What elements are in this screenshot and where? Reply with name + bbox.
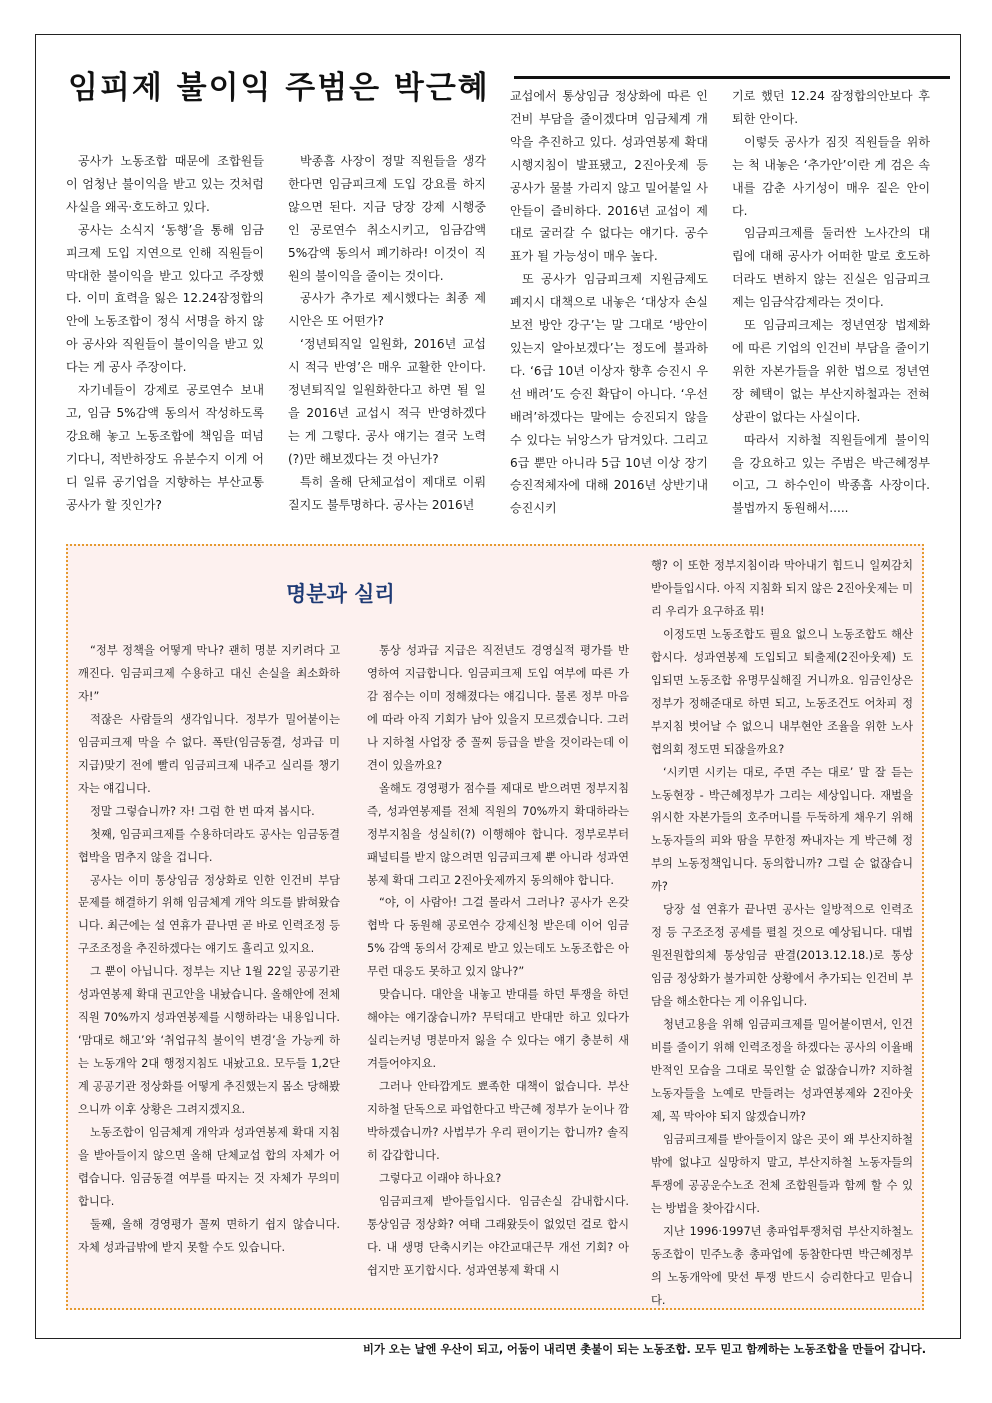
box-column-1 bbox=[78, 640, 340, 1260]
headline-rule bbox=[514, 76, 950, 79]
paragraph: 공사는 소식지 ‘동행’을 통해 임금피크제 도입 지연으로 인해 직원들이 막대한 불이익을 받고 있다고 주장했다. 이미 효력을 잃은 12.24잠정합의안에 노동조합이 정식 서명을 하지 않아 공사와 직원들이 불이익을 받고 있다는 게 공사 주장이다. bbox=[66, 222, 264, 375]
article-column-1 bbox=[66, 150, 264, 517]
paragraph: ‘정년퇴직일 일원화, 2016년 교섭시 적극 반영’은 매우 교활한 안이다. 정년퇴직일 일원화한다고 하면 될 일을 2016년 교섭시 적극 반영하겠다는 게 그렇다. 공사 얘기는 결국 노력(?)만 해보겠다는 것 아닌가? bbox=[288, 337, 486, 466]
paragraph: 청년고용을 위해 임금피크제를 밀어붙이면서, 인건비를 줄이기 위해 인력조정을 하겠다는 공사의 이율배반적인 모습을 그대로 묵인할 순 없잖습니까? 지하철노동자들을 노예로 만들려는 성과연봉제와 2진아웃제, 꼭 막아야 되지 않겠습니까? bbox=[651, 1018, 913, 1123]
paragraph: 특히 올해 단체교섭이 제대로 이뤄질지도 불투명하다. 공사는 2016년 bbox=[288, 474, 486, 512]
paragraph: 임금피크제를 받아들이지 않은 곳이 왜 부산지하철밖에 없냐고 실망하지 말고, 부산지하철 노동자들의 투쟁에 공공운수노조 전체 조합원들과 함께 할 수 있는 방법을 찾아갑시다. bbox=[651, 1132, 913, 1215]
paragraph: 올해도 경영평가 점수를 제대로 받으려면 정부지침 즉, 성과연봉제를 전체 직원의 70%까지 확대하라는 정부지침을 성실히(?) 이행해야 합니다. 정부로부터 패널티를 받지 않으려면 임금피크제 뿐 아니라 성과연봉제 확대 그리고 2진아웃제까지 동의해야 합니다. bbox=[367, 781, 629, 887]
paragraph: “야, 이 사람아! 그걸 몰라서 그러나? 공사가 온갖 협박 다 동원해 공로연수 강제신청 받은데 이어 임금 5% 감액 동의서 강제로 받고 있는데도 노동조합은 아무런 대응도 못하고 있지 않나?” bbox=[367, 896, 629, 979]
paragraph: 적잖은 사람들의 생각입니다. 정부가 밀어붙이는 임금피크제 막을 수 없다. 폭탄(임금동결, 성과급 미지급)맞기 전에 빨리 임금피크제 내주고 실리를 챙기자는 얘깁니다. bbox=[78, 712, 340, 795]
paragraph: “정부 정책을 어떻게 막나? 괜히 명분 지키려다 고 깨진다. 임금피크제 수용하고 대신 손실을 최소화하자!” bbox=[78, 644, 340, 703]
paragraph: 또 공사가 임금피크제 지원금제도 폐지시 대책으로 내놓은 ‘대상자 손실보전 방안 강구’는 말 그대로 ‘방안이 있는지 알아보겠다’는 정도에 불과하다. ‘6급 10년 이상자 향후 승진시 우선 배려’도 승진 확답이 아니다. ‘우선 배려’하겠다는 말에는 승진되지 않을 수 있다는 뉘앙스가 담겨있다. 그리고 6급 뿐만 아니라 5급 10년 이상 장기승진적체자에 대해 2016년 상반기내 승진시키 bbox=[510, 272, 708, 516]
paragraph: 둘째, 올해 경영평가 꼴찌 면하기 쉽지 않습니다. 자체 성과급밖에 받지 못할 수도 있습니다. bbox=[78, 1217, 340, 1254]
paragraph: 지난 1996·1997년 총파업투쟁처럼 부산지하철노동조합이 민주노총 총파업에 동참한다면 박근혜정부의 노동개악에 맞선 투쟁 반드시 승리한다고 믿습니다. bbox=[651, 1224, 913, 1307]
paragraph: 노동조합이 임금체계 개악과 성과연봉제 확대 지침을 받아들이지 않으면 올해 단체교섭 합의 자체가 어렵습니다. 임금동결 여부를 따지는 것 자체가 무의미합니다. bbox=[78, 1126, 340, 1208]
paragraph: 첫째, 임금피크제를 수용하더라도 공사는 임금동결 협박을 멈추지 않을 겁니다. bbox=[78, 827, 340, 864]
paragraph: ‘시키면 시키는 대로, 주면 주는 대로’ 말 잘 듣는 노동현장 - 박근혜정부가 그리는 세상입니다. 재벌을 위시한 자본가들의 호주머니를 두둑하게 채우기 위해 노동자들의 피와 땀을 무한정 짜내자는 게 박근혜 정부의 노동정책입니다. 동의합니까? 그럴 순 없잖습니까? bbox=[651, 765, 913, 894]
article-column-3 bbox=[510, 85, 708, 520]
paragraph: 공사가 노동조합 때문에 조합원들이 엄청난 불이익을 받고 있는 것처럼 사실을 왜곡·호도하고 있다. bbox=[66, 154, 264, 214]
paragraph: 임금피크제 받아들입시다. 임금손실 감내합시다. 통상임금 정상화? 여태 그래왔듯이 없었던 걸로 합시다. 내 생명 단축시키는 야간교대근무 개선 기회? 아쉽지만 포기합시다. 성과연봉제 확대 시 bbox=[367, 1194, 629, 1277]
paragraph: 교섭에서 통상임금 정상화에 따른 인건비 부담을 줄이겠다며 임금체계 개악을 추진하고 있다. 성과연봉제 확대 시행지침이 발표됐고, 2진아웃제 등 공사가 물불 가리지 않고 밀어붙일 사안들이 즐비하다. 2016년 교섭이 제대로 굴러갈 수 없다는 얘기다. 공수표가 될 가능성이 매우 높다. bbox=[510, 89, 708, 264]
box-title: 명분과 실리 bbox=[286, 581, 395, 606]
paragraph: 정말 그렇습니까? 자! 그럼 한 번 따져 봅시다. bbox=[90, 804, 315, 818]
paragraph: 박종흠 사장이 정말 직원들을 생각한다면 임금피크제 도입 강요를 하지 않으면 된다. 지금 당장 강제 시행중인 공로연수 취소시키고, 임금감액 5%감액 동의서 폐기하라! 이것이 직원의 불이익을 줄이는 것이다. bbox=[288, 154, 486, 283]
paragraph: 그러나 안타깝게도 뾰족한 대책이 없습니다. 부산지하철 단독으로 파업한다고 박근혜 정부가 눈이나 깜박하겠습니까? 사법부가 우리 편이기는 합니까? 솔직히 갑갑합니다. bbox=[367, 1080, 629, 1162]
article-column-2 bbox=[288, 150, 486, 517]
paragraph: 맞습니다. 대안을 내놓고 반대를 하던 투쟁을 하던 해야는 얘기잖습니까? 무턱대고 반대만 하고 있다가 실리는커녕 명분마저 잃을 수 있다는 얘기 충분히 새겨들어야지요. bbox=[367, 988, 629, 1071]
paragraph: 행? 이 또한 정부지침이라 막아내기 힘드니 일찌감치 받아들입시다. 아직 지침화 되지 않은 2진아웃제는 미리 우리가 요구하죠 뭐! bbox=[651, 559, 913, 618]
paragraph: 이정도면 노동조합도 필요 없으니 노동조합도 해산합시다. 성과연봉제 도입되고 퇴출제(2진아웃제) 도입되면 노동조합 유명무실해질 거니까요. 임금인상은 정부가 정해준대로 하면 되고, 노동조건도 어차피 정부지침 벗어날 수 없으니 내부현안 조율을 위한 노사협의회 정도면 되잖을까요? bbox=[651, 627, 913, 756]
paragraph: 통상 성과급 지급은 직전년도 경영실적 평가를 반영하여 지급합니다. 임금피크제 도입 여부에 따른 가감 점수는 이미 정해졌다는 얘깁니다. 물론 정부 마음에 따라 아직 기회가 남아 있을지 모르겠습니다. 그러나 지하철 사업장 중 꼴찌 등급을 받을 것이라는데 이견이 있을까요? bbox=[367, 644, 629, 772]
paragraph: 공사는 이미 통상임금 정상화로 인한 인건비 부담 문제를 해결하기 위해 임금체계 개악 의도를 밝혀왔습니다. 최근에는 설 연휴가 끝나면 곧 바로 인력조정 등 구조조정을 추진하겠다는 얘기도 흘리고 있지요. bbox=[78, 873, 340, 956]
article-column-4 bbox=[732, 85, 930, 520]
box-column-3 bbox=[651, 555, 913, 1312]
article-headline: 임피제 불이익 주범은 박근혜 bbox=[68, 70, 490, 106]
paragraph: 자기네들이 강제로 공로연수 보내고, 임금 5%감액 동의서 작성하도록 강요해 놓고 노동조합에 책임을 떠넘기다니, 적반하장도 유분수지 이게 어디 일류 공기업을 지향하는 부산교통공사가 할 짓인가? bbox=[66, 383, 264, 512]
paragraph: 또 임금피크제는 정년연장 법제화에 따른 기업의 인건비 부담을 줄이기 위한 자본가들을 위한 법으로 정년연장 혜택이 없는 부산지하철과는 전혀 상관이 없다는 사실이다. bbox=[732, 318, 930, 424]
paragraph: 그 뿐이 아닙니다. 정부는 지난 1월 22일 공공기관 성과연봉제 확대 권고안을 내놨습니다. 올해안에 전체 직원 70%까지 성과연봉제를 시행하라는 내용입니다. ‘맘대로 해고’와 ‘취업규칙 불이익 변경’을 가능케 하는 노동개악 2대 행정지침도 내놨고요. 모두들 1,2단계 공공기관 정상화를 어떻게 추진했는지 몸소 당해봤으니까 이후 상황은 그려지겠지요. bbox=[78, 965, 340, 1117]
paragraph: 따라서 지하철 직원들에게 불이익을 강요하고 있는 주범은 박근혜정부이고, 그 하수인이 박종흠 사장이다. 불법까지 동원해서..... bbox=[732, 432, 930, 516]
paragraph: 공사가 추가로 제시했다는 최종 제시안은 또 어떤가? bbox=[288, 291, 486, 329]
paragraph: 그렇다고 이래야 하나요? bbox=[379, 1171, 502, 1185]
paragraph: 임금피크제를 둘러싼 노사간의 대립에 대해 공사가 어떠한 말로 호도하더라도 변하지 않는 진실은 임금피크제는 임금삭감제라는 것이다. bbox=[732, 226, 930, 310]
box-column-2 bbox=[367, 640, 629, 1283]
paragraph: 당장 설 연휴가 끝나면 공사는 일방적으로 인력조정 등 구조조정 공세를 펼칠 것으로 예상됩니다. 대법원전원합의체 통상임금 판결(2013.12.18.)로 통상임금 정상화가 불가피한 상황에서 추가되는 인건비 부담을 해소한다는 게 이유입니다. bbox=[651, 903, 913, 1009]
footer-slogan: 비가 오는 날엔 우산이 되고, 어둠이 내리면 촛불이 되는 노동조합. 모두 믿고 함께하는 노동조합을 만들어 갑니다. bbox=[363, 1343, 926, 1356]
paragraph: 이렇듯 공사가 짐짓 직원들을 위하는 척 내놓은 ‘추가안’이란 게 검은 속내를 감춘 사기성이 매우 짙은 안이다. bbox=[732, 134, 930, 218]
paragraph: 기로 했던 12.24 잠정합의안보다 후퇴한 안이다. bbox=[732, 89, 930, 126]
